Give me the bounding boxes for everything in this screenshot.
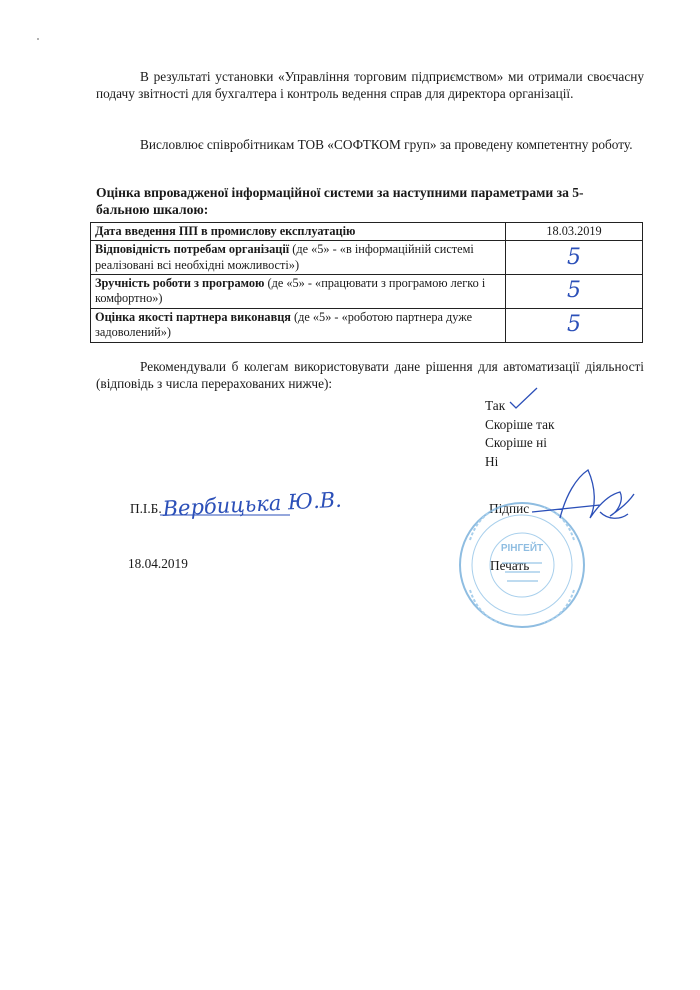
criterion-cell — [91, 308, 506, 342]
score-cell — [506, 241, 643, 275]
score-cell — [506, 308, 643, 342]
criterion-cell — [91, 275, 506, 309]
date-value: 18.04.2019 — [128, 556, 188, 571]
scan-speck — [37, 38, 39, 40]
date-value-cell — [506, 223, 643, 241]
recommend-options — [485, 397, 554, 471]
evaluation-row — [91, 223, 643, 241]
intro-paragraph-2: Висловлює співробітникам ТОВ «СОФТКОМ груп» за проведену компетентну роботу. — [140, 137, 633, 152]
criterion-description: (де «5» - «роботою партнера дуже задоволений») — [95, 309, 473, 340]
criterion-title: Відповідність потребам організації — [95, 242, 290, 257]
handwritten-name: Вербицька Ю.В. — [162, 487, 343, 521]
score-value: 5 — [567, 244, 581, 270]
stamp-text: РІНГЕЙТ — [500, 543, 544, 554]
intro-paragraph-1: В результаті установки «Управління торговим підприємством» ми отримали своєчасну подачу звітності для бухгалтера і контроль ведення справ для директора організації. — [96, 69, 644, 102]
criterion-title: Оцінка якості партнера виконавця — [95, 309, 291, 324]
evaluation-row — [91, 275, 643, 309]
option-rather-no: Скоріше ні — [485, 435, 547, 450]
criterion-description: (де «5» - «в інформаційній системі реалізовані всі необхідні можливості») — [95, 242, 474, 272]
signature-scribble — [532, 470, 634, 518]
evaluation-table — [90, 222, 643, 343]
evaluation-row — [91, 308, 643, 342]
score-value: 5 — [567, 311, 581, 337]
criterion-title: Дата введення ПП в промислову експлуатацію — [95, 224, 356, 238]
score-cell — [506, 275, 643, 309]
name-label: П.І.Б. — [130, 501, 162, 516]
option-rather-yes: Скоріше так — [485, 416, 555, 432]
deploy-date: 18.03.2019 — [546, 224, 602, 238]
criterion-description: (де «5» - «працювати з програмою легко і комфортно») — [95, 276, 486, 306]
score-value: 5 — [567, 278, 581, 304]
criterion-title: Зручність роботи з програмою — [95, 276, 265, 291]
option-yes: Так — [485, 398, 506, 413]
criterion-cell — [91, 241, 506, 275]
evaluation-row — [91, 241, 643, 275]
evaluation-heading: Оцінка впровадженої інформаційної системи за наступними параметрами за 5-бальною шкалою: — [96, 185, 584, 217]
criterion-cell — [91, 223, 506, 241]
stamp-label: Печать — [490, 558, 530, 573]
recommend-paragraph: Рекомендували б колегам використовувати дане рішення для автоматизації діяльності (відповідь з числа перерахованих нижче): — [96, 359, 644, 392]
option-no: Ні — [485, 453, 499, 469]
signature-label: Підпис — [489, 501, 530, 516]
